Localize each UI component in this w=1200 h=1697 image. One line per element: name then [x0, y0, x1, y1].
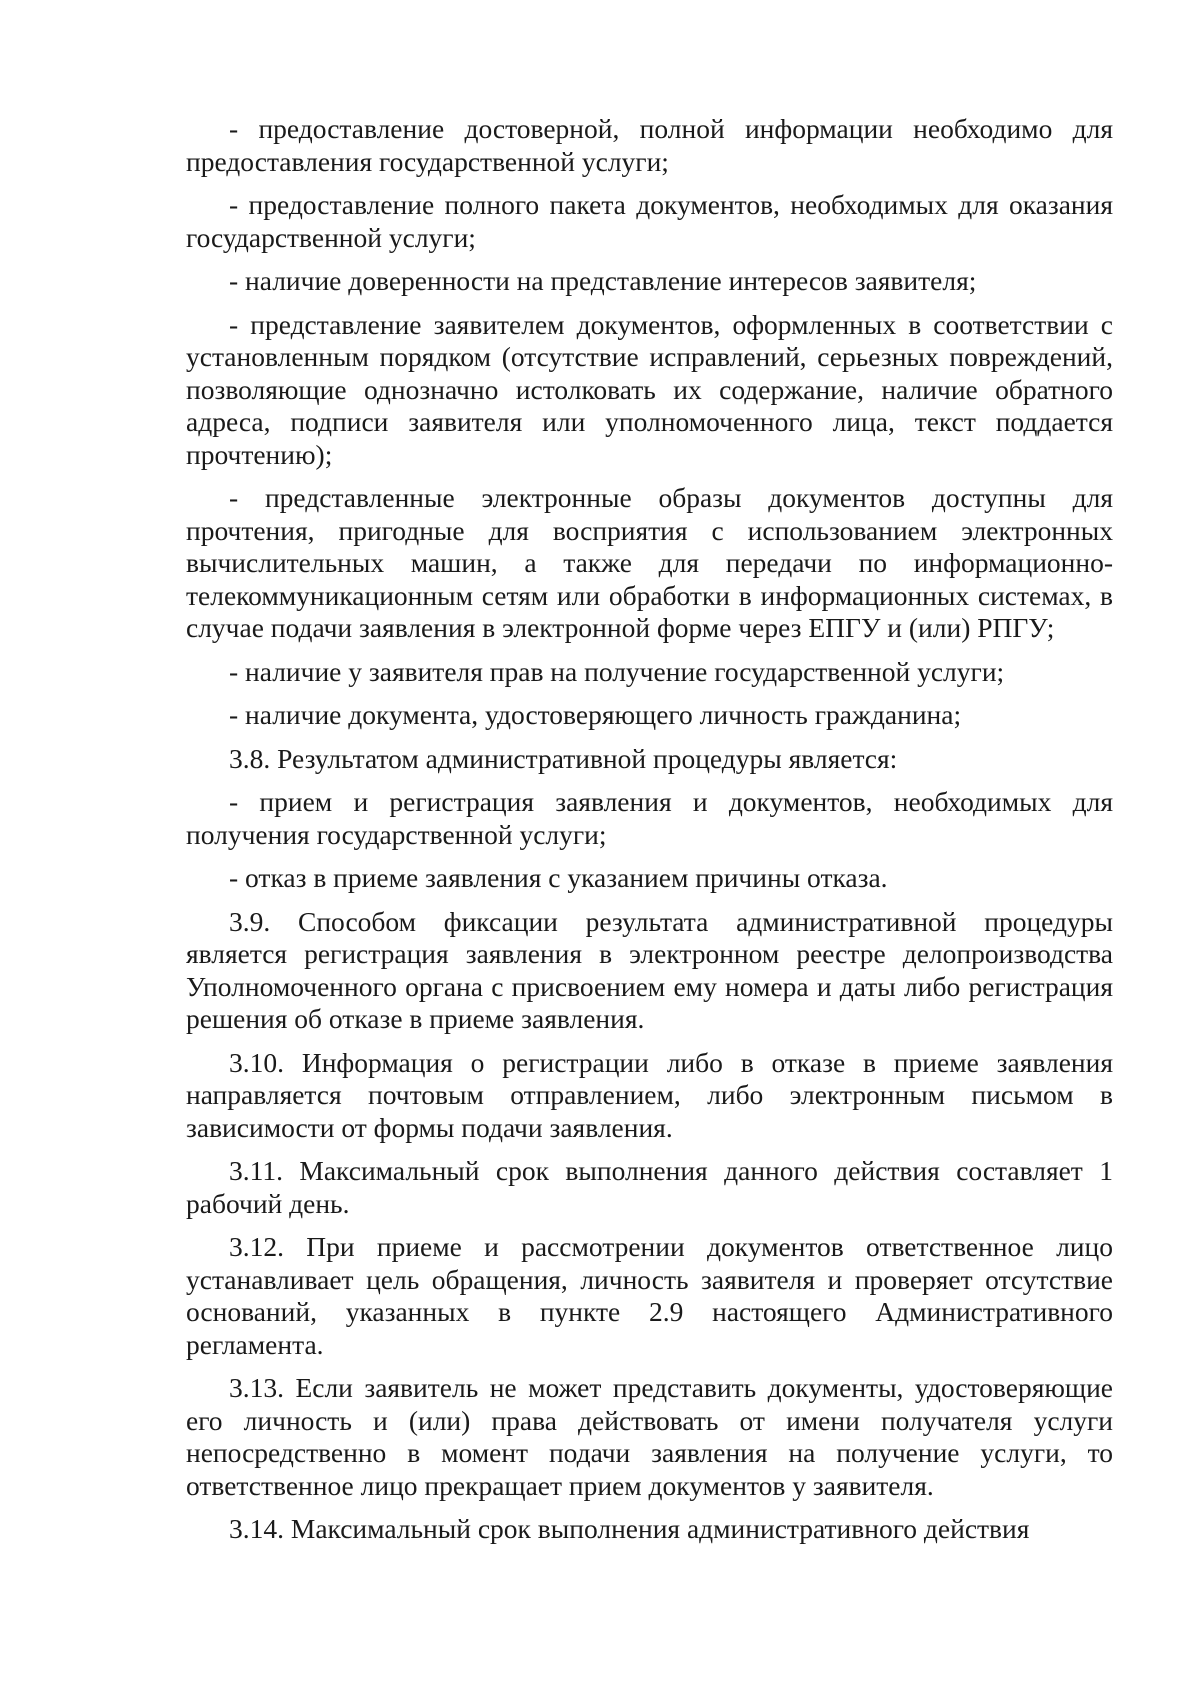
paragraph-acceptance-registration: - прием и регистрация заявления и документов, необходимых для получения государственной услуги; [186, 786, 1113, 850]
paragraph-3-9: 3.9. Способом фиксации результата административной процедуры является регистрация заявления в электронном реестре делопроизводства Уполномоченного органа с присвоением ему номера и даты либо регистрация решения об отказе в приеме заявления. [186, 905, 1113, 1034]
paragraph-3-13: 3.13. Если заявитель не может представить документы, удостоверяющие его личность и (или) права действовать от имени получателя услуги непосредственно в момент подачи заявления на получение услуги, то ответственное лицо прекращает прием документов у заявителя. [186, 1372, 1113, 1501]
paragraph-applicant-rights: - наличие у заявителя прав на получение государственной услуги; [229, 655, 1005, 687]
paragraph-full-package: - предоставление полного пакета документов, необходимых для оказания государственной услуги; [186, 189, 1113, 253]
paragraph-reliable-info: - предоставление достоверной, полной информации необходимо для предоставления государственной услуги; [186, 113, 1113, 177]
paragraph-3-12: 3.12. При приеме и рассмотрении документов ответственное лицо устанавливает цель обращения, личность заявителя и проверяет отсутствие оснований, указанных в пункте 2.9 настоящего Административного регламента. [186, 1231, 1113, 1360]
paragraph-identity-document: - наличие документа, удостоверяющего личность гражданина; [229, 699, 962, 730]
paragraph-3-8: 3.8. Результатом административной процедуры является: [229, 742, 898, 774]
paragraph-3-10: 3.10. Информация о регистрации либо в отказе в приеме заявления направляется почтовым отправлением, либо электронным письмом в зависимости от формы подачи заявления. [186, 1046, 1113, 1143]
paragraph-documents-form: - представление заявителем документов, оформленных в соответствии с установленным порядком (отсутствие исправлений, серьезных повреждений, позволяющие однозначно истолковать их содержание, наличие обратного адреса, подписи заявителя или уполномоченного лица, текст поддается прочтению); [186, 308, 1113, 470]
paragraph-refusal: - отказ в приеме заявления с указанием причины отказа. [229, 862, 888, 893]
paragraph-power-of-attorney: - наличие доверенности на представление интересов заявителя; [229, 265, 977, 296]
paragraph-3-14: 3.14. Максимальный срок выполнения административного действия [229, 1513, 1030, 1544]
paragraph-3-11: 3.11. Максимальный срок выполнения данного действия составляет 1 рабочий день. [186, 1155, 1113, 1219]
paragraph-electronic-images: - представленные электронные образы документов доступны для прочтения, пригодные для восприятия с использованием электронных вычислительных машин, а также для передачи по информационно-телекоммуникационным сетям или обработки в информационных системах, в случае подачи заявления в электронной форме через ЕПГУ и (или) РПГУ; [186, 482, 1113, 643]
document-body [186, 113, 1113, 1546]
